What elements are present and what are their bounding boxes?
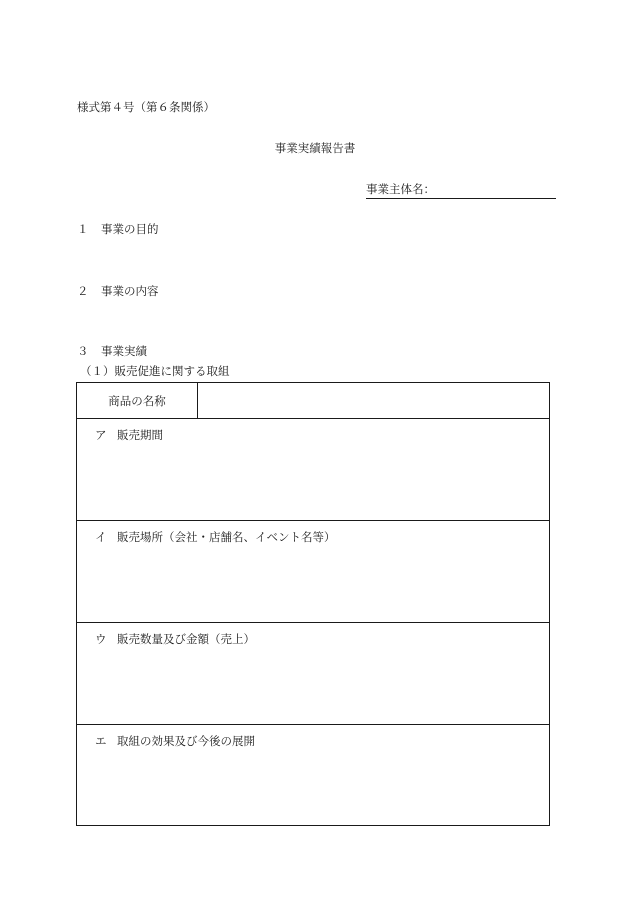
sales-volume-row xyxy=(77,623,549,725)
product-name-label: 商品の名称 xyxy=(77,383,198,418)
section-number: ３ xyxy=(77,344,89,358)
document-title: 事業実績報告書 xyxy=(274,141,356,155)
results-table xyxy=(76,382,550,826)
effects-outlook-row xyxy=(77,725,549,825)
section-label: 事業の目的 xyxy=(101,222,159,236)
sales-volume-label xyxy=(95,631,255,647)
subsection-sales-promotion: （１）販売促進に関する取組 xyxy=(80,364,230,378)
section-number: ２ xyxy=(77,284,89,298)
section-purpose xyxy=(77,224,159,236)
section-number: １ xyxy=(77,222,89,236)
item-mark: ア xyxy=(95,428,107,442)
section-content xyxy=(77,286,159,298)
item-mark: イ xyxy=(95,530,107,544)
sales-volume-input[interactable] xyxy=(77,649,549,724)
item-label: 販売期間 xyxy=(117,428,163,442)
entity-name-field[interactable] xyxy=(366,184,556,199)
sales-period-row xyxy=(77,419,549,521)
sales-location-row xyxy=(77,521,549,623)
item-mark: ウ xyxy=(95,632,107,646)
form-number: 様式第４号（第６条関係） xyxy=(77,100,215,114)
section-results xyxy=(77,346,147,358)
product-name-input[interactable] xyxy=(198,383,549,418)
effects-outlook-input[interactable] xyxy=(77,751,549,825)
item-label: 取組の効果及び今後の展開 xyxy=(117,734,255,748)
entity-name-label: 事業主体名： xyxy=(366,182,435,196)
item-label: 販売数量及び金額（売上） xyxy=(117,632,255,646)
product-name-row xyxy=(77,383,549,419)
sales-period-label xyxy=(95,427,163,443)
sales-location-label xyxy=(95,529,336,545)
item-label: 販売場所（会社・店舗名、イベント名等） xyxy=(117,530,336,544)
sales-period-input[interactable] xyxy=(77,445,549,520)
effects-outlook-label xyxy=(95,733,255,749)
sales-location-input[interactable] xyxy=(77,547,549,622)
section-label: 事業実績 xyxy=(101,344,147,358)
item-mark: エ xyxy=(95,734,107,748)
section-label: 事業の内容 xyxy=(101,284,159,298)
